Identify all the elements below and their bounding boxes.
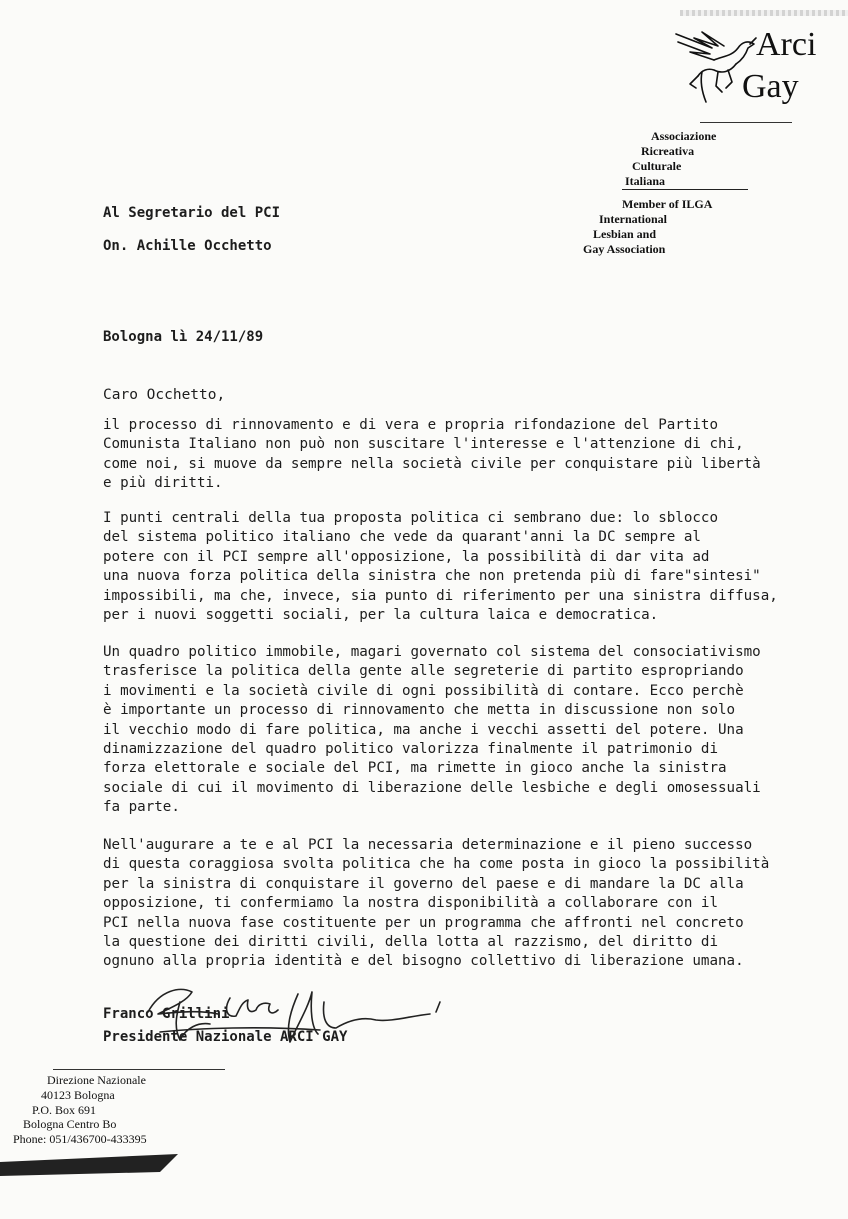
text-line: Un quadro politico immobile, magari governato col sistema del consociativismo [103,644,761,660]
footer-line-centro: Bologna Centro Bo [23,1117,117,1131]
text-line: PCI nella nuova fase costituente per un programma che affronti nel concreto [103,914,744,931]
text-line: dinamizzazione del quadro politico valorizza finalmente il patrimonio di [103,741,718,758]
ilga-line-gay-association: Gay Association [583,242,666,256]
footer-line-pobox: P.O. Box 691 [32,1103,97,1117]
text-line: il processo di rinnovamento e di vera e propria rifondazione del Partito [103,417,718,433]
org-line-italiana: Italiana [625,174,666,188]
text-line: il vecchio modo di fare politica, ma anche i vecchi assetti del potere. Una [103,721,744,738]
footer-line-direzione: Direzione Nazionale [47,1073,146,1087]
text-line: i movimenti e la società civile di ogni possibilità di contare. Ecco perchè [103,682,744,699]
logo-word-gay: Gay [742,68,799,105]
letterhead-divider [622,189,748,190]
text-line: potere con il PCI sempre all'opposizione, la possibilità di dar vita ad [103,548,710,565]
org-line-culturale: Culturale [632,159,682,173]
text-line: una nuova forza politica della sinistra che non pretenda più di fare"sintesi" [103,568,761,585]
footer-line-phone: Phone: 051/436700-433395 [13,1132,147,1146]
body-paragraph-1 [103,416,843,494]
text-line: impossibili, ma che, invece, sia punto di riferimento per una sinistra diffusa, [103,587,778,604]
text-line: Nell'augurare a te e al PCI la necessaria determinazione e il pieno successo [103,837,753,853]
scan-artifact [680,10,848,16]
text-line: I punti centrali della tua proposta politica ci sembrano due: lo sblocco [103,510,718,526]
footer-divider [53,1069,225,1070]
signer-title: Presidente Nazionale ARCI GAY [103,1029,348,1045]
recipient-name: On. Achille Occhetto [103,238,272,254]
text-line: e più diritti. [103,475,223,492]
text-line: fa parte. [103,799,180,816]
text-line: ognuno alla propria identità e del bisogno collettivo di liberazione umana. [103,953,744,970]
letterhead-divider [700,122,792,123]
text-line: la questione dei diritti civili, della lotta al razzismo, del diritto di [103,934,718,951]
text-line: di questa coraggiosa svolta politica che ha come posta in gioco la possibilità [103,856,770,873]
org-line-associazione: Associazione [651,129,717,143]
text-line: per i nuovi soggetti sociali, per la cultura laica e democratica. [103,607,659,624]
org-line-ricreativa: Ricreativa [641,144,695,158]
letter-date: Bologna lì 24/11/89 [103,329,264,345]
ilga-line-international: International [599,212,668,226]
arci-gay-logo [672,26,822,116]
ilga-line-lesbian: Lesbian and [593,227,657,241]
text-line: opposizione, ti confermiamo la nostra disponibilità a collaborare con il [103,895,718,912]
text-line: Comunista Italiano non può non suscitare l'interesse e l'attenzione di chi, [103,436,744,453]
ilga-line-member: Member of ILGA [622,197,713,211]
text-line: come noi, si muove da sempre nella società civile per conquistare più libertà [103,455,761,472]
text-line: sociale di cui il movimento di liberazione delle lesbiche e degli omosessuali [103,779,761,796]
salutation: Caro Occhetto, [103,387,226,403]
scan-artifact [0,1150,190,1180]
signer-name: Franco Grillini [103,1006,230,1022]
recipient-title: Al Segretario del PCI [103,205,281,221]
logo-word-arci: Arci [756,26,817,63]
footer-line-postcode: 40123 Bologna [41,1088,115,1102]
handwritten-signature [140,972,460,1052]
text-line: trasferisce la politica della gente alle segreterie di partito espropriando [103,663,744,680]
body-paragraph-3 [103,643,843,818]
text-line: forza elettorale e sociale del PCI, ma rimette in gioco anche la sinistra [103,760,727,777]
body-paragraph-4 [103,836,843,972]
body-paragraph-2 [103,509,843,625]
text-line: è importante un processo di rinnovamento che metta in discussione non solo [103,702,736,719]
text-line: per la sinistra di conquistare il governo del paese e di mandare la DC alla [103,875,744,892]
text-line: del sistema politico italiano che vede da quarant'anni la DC sempre al [103,529,701,546]
